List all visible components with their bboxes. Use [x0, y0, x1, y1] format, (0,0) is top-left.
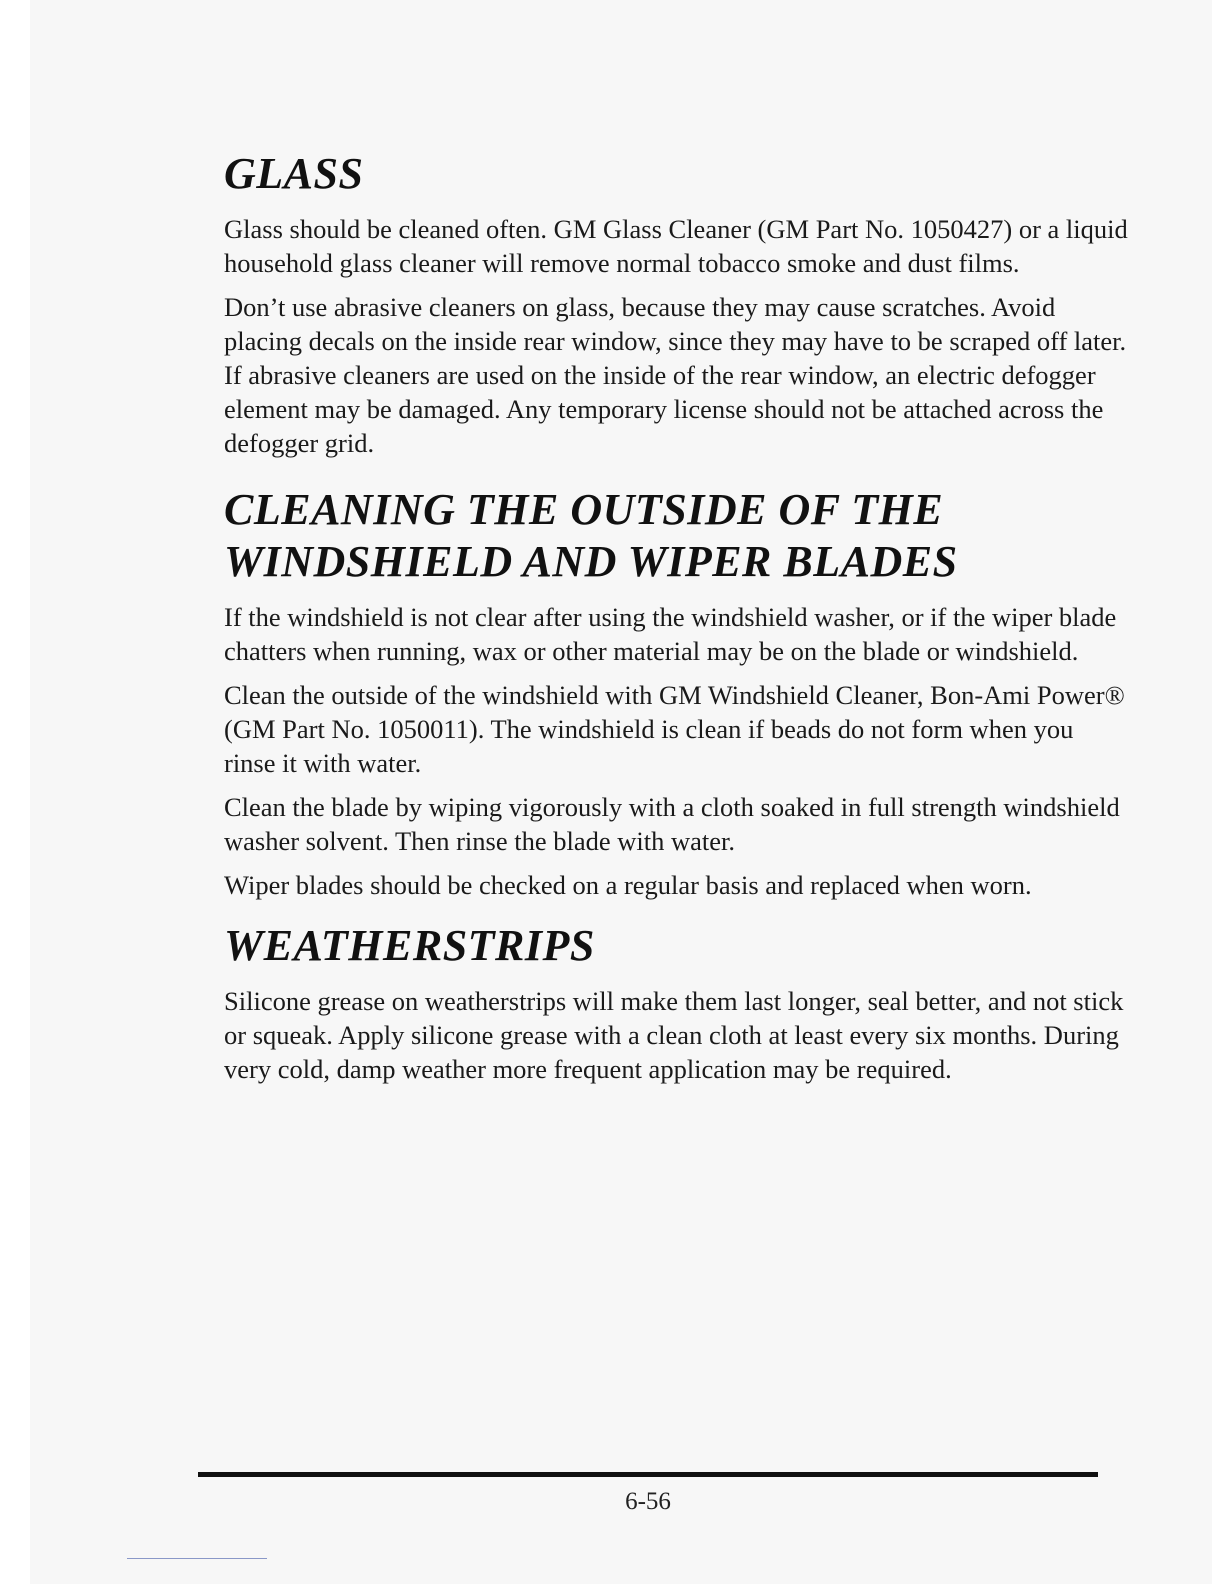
section-heading-windshield: CLEANING THE OUTSIDE OF THE WINDSHIELD AND WIPER BLADES: [224, 485, 958, 586]
glass-paragraph-2: Don’t use abrasive cleaners on glass, because they may cause scratches. Avoid placing decals on the inside rear window, since they may have to be scraped off later. If abrasive cleaners are used on the inside of the rear window, an electric defogger element may be damaged. Any temporary license should not be attached across the defogger grid.: [224, 292, 1127, 458]
manual-page: [30, 0, 1212, 1584]
windshield-paragraph-4: Wiper blades should be checked on a regular basis and replaced when worn.: [224, 870, 1032, 900]
weatherstrips-paragraph-1: Silicone grease on weatherstrips will make them last longer, seal better, and not stick or squeak. Apply silicone grease with a clean cloth at least every six months. During very cold, damp weather more frequent application may be required.: [224, 986, 1124, 1084]
section-heading-glass: GLASS: [224, 149, 364, 198]
footer-rule: [198, 1472, 1098, 1477]
section-heading-weatherstrips: WEATHERSTRIPS: [224, 921, 595, 970]
page-number: 6-56: [625, 1488, 671, 1515]
page-content: [224, 148, 1129, 1096]
windshield-paragraph-2: Clean the outside of the windshield with GM Windshield Cleaner, Bon-Ami Power® (GM Part No. 1050011). The windshield is clean if beads do not form when you rinse it with water.: [224, 680, 1125, 778]
windshield-paragraph-1: If the windshield is not clear after using the windshield washer, or if the wiper blade chatters when running, wax or other material may be on the blade or windshield.: [224, 602, 1117, 666]
windshield-paragraph-3: Clean the blade by wiping vigorously with a cloth soaked in full strength windshield washer solvent. Then rinse the blade with water.: [224, 792, 1120, 856]
glass-paragraph-1: Glass should be cleaned often. GM Glass Cleaner (GM Part No. 1050427) or a liquid household glass cleaner will remove normal tobacco smoke and dust films.: [224, 214, 1128, 278]
corner-divider: [127, 1558, 267, 1559]
